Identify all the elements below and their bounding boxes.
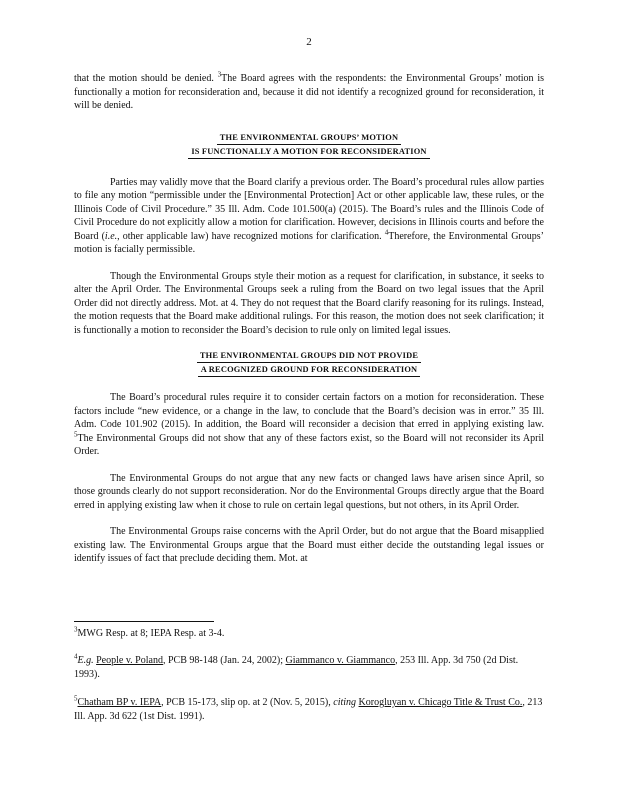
section-heading-2 [74, 349, 544, 377]
footnote-3 [74, 627, 544, 641]
footnote-ref-3[interactable]: 3 [217, 70, 222, 79]
heading-1-line-2: IS FUNCTIONALLY A MOTION FOR RECONSIDERATION [188, 145, 429, 159]
footnote-3-number: 3 [74, 625, 78, 634]
heading-2-line-1: THE ENVIRONMENTAL GROUPS DID NOT PROVIDE [197, 349, 421, 363]
footnote-4-cite-2: , 253 Ill. App. 3d 750 (2d Dist. 1993). [74, 655, 519, 680]
para1-text-b: , other applicable law) have recognized motions for clarification. [117, 230, 385, 242]
footnote-5-citing: citing [333, 697, 357, 708]
footnote-3-text: MWG Resp. at 8; IEPA Resp. at 3-4. [77, 628, 225, 639]
footnote-ref-5[interactable]: 5 [74, 430, 78, 439]
page-number: 2 [306, 36, 312, 48]
footnote-5 [74, 696, 544, 723]
footnote-5-cite-2: , 213 Ill. App. 3d 622 (1st Dist. 1991). [74, 697, 543, 722]
footnote-4-number: 4 [74, 652, 78, 661]
footnote-divider [74, 621, 214, 622]
para3-text-a: The Board’s procedural rules require it to consider certain factors on a motion for reconsideration. These factors include “new evidence, or a change in the law, to conclude that the Board’s decision was in error.” 35 Ill. Adm. Code 101.902 (2015). In addition, the Board will reconsider a decision that erred in applying existing law. [74, 392, 544, 430]
heading-2-line-2: A RECOGNIZED GROUND FOR RECONSIDERATION [198, 363, 421, 377]
footnote-4-case-1: People v. Poland [96, 655, 163, 666]
para1-text-a: Parties may validly move that the Board clarify a previous order. The Board’s procedural rules allow parties to file any motion “permissible under the [Environmental Protection] Act or other applicable law, these rules, or the Illinois Code of Civil Procedure.” 35 Ill. Adm. Code 101.500(a) (2015). The Board’s rules and the Illinois Code of Civil Procedure do not explicitly allow a motion for clarification. However, decisions in Illinois courts and before the Board ( [74, 176, 544, 242]
footnote-5-number: 5 [74, 694, 78, 703]
intro-text-a: that the motion should be denied. [74, 73, 218, 84]
footnote-4-cite-1: , PCB 98-148 (Jan. 24, 2002); [162, 655, 286, 666]
footnote-5-cite-1: , PCB 15-173, slip op. at 2 (Nov. 5, 2015), [161, 697, 334, 708]
footnote-5-case-2: Korogluyan v. Chicago Title & Trust Co. [358, 697, 523, 708]
paragraph-clarification [74, 176, 544, 257]
paragraph-substance: Though the Environmental Groups style their motion as a request for clarification, in substance, it seeks to alter the April Order. The Environmental Groups seek a ruling from the Board on two legal issues that the April Order did not directly address. Mot. at 4. They do not request that the Board clarify reasoning for its rulings. Instead, the motion requests that the Board make additional rulings. For this reason, the motion does not seek clarification; it is functionally a motion to reconsider the Board’s decision to rule only on limited legal issues. [74, 270, 544, 336]
intro-text-b: The Board agrees with the respondents: the Environmental Groups’ motion is functionally a motion for reconsideration and, because it did not identify a recognized ground for reconsideration, it will be denied. [74, 73, 545, 111]
para3-text-b: The Environmental Groups did not show that any of these factors exist, so the Board will not reconsider its April Order. [74, 432, 544, 457]
para1-text-c: Therefore, the Environmental Groups’ motion is facially permissible. [74, 230, 544, 255]
footnote-4-eg: E.g. [77, 655, 94, 666]
section-heading-1 [74, 131, 544, 159]
footnote-ref-4[interactable]: 4 [384, 228, 389, 237]
footnote-4 [74, 654, 544, 681]
para1-ie: i.e. [104, 230, 118, 242]
page-body [74, 72, 544, 566]
paragraph-no-new-facts: The Environmental Groups do not argue that any new facts or changed laws have arisen since April, so those grounds clearly do not support reconsideration. Nor do the Environmental Groups directly argue that the Board erred in applying existing law when it chose to rule on certain legal questions, but not others, in its April Order. [74, 472, 544, 511]
footnote-4-case-2: Giammanco v. Giammanco [285, 655, 396, 666]
heading-1-line-1: THE ENVIRONMENTAL GROUPS’ MOTION [217, 131, 402, 145]
paragraph-reconsideration-factors [74, 391, 544, 459]
footnote-5-case-1: Chatham BP v. IEPA [77, 697, 162, 708]
intro-paragraph [74, 72, 544, 113]
paragraph-concerns: The Environmental Groups raise concerns with the April Order, but do not argue that the Board misapplied existing law. The Environmental Groups argue that the Board must either decide the outstanding legal issues or identify issues of fact that preclude deciding them. Mot. at [74, 526, 544, 564]
